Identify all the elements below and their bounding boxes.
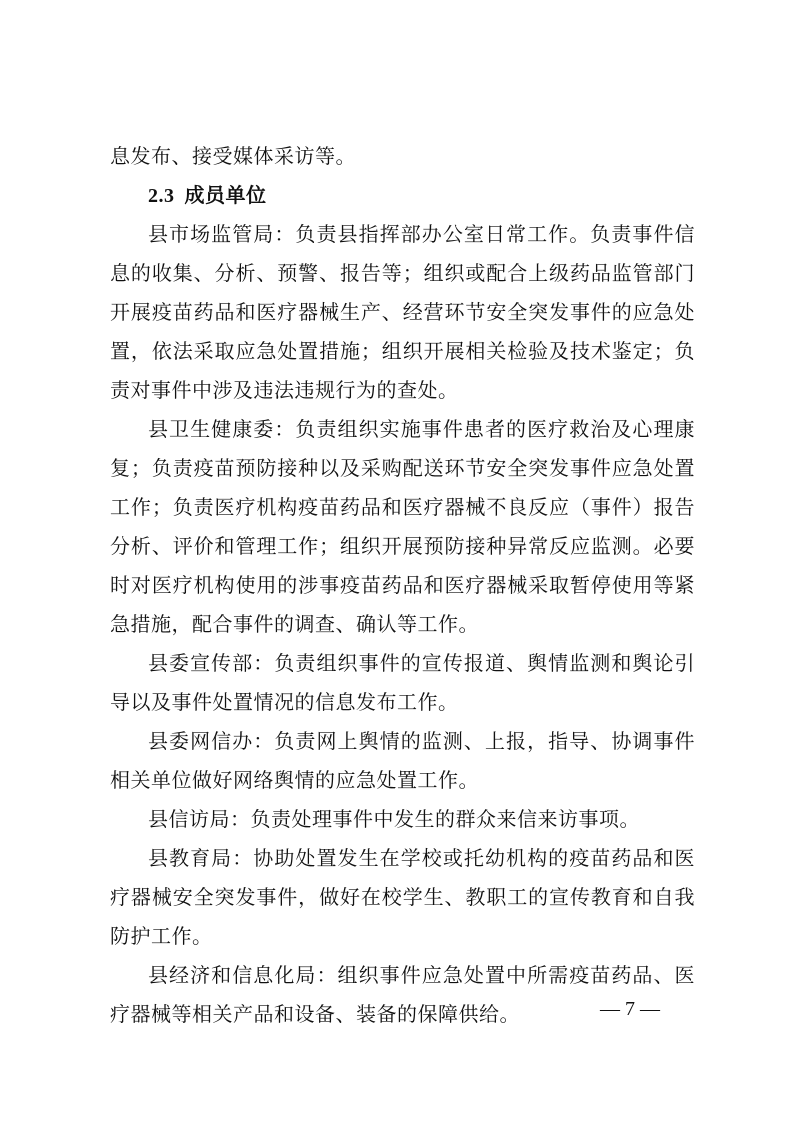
paragraph-line: 县教育局：协助处置发生在学校或托幼机构的疫苗药品和医	[148, 846, 695, 870]
paragraph-line: 县经济和信息化局：组织事件应急处置中所需疫苗药品、医	[148, 963, 695, 987]
paragraph-line: 工作；负责医疗机构疫苗药品和医疗器械不良反应（事件）报告	[110, 495, 695, 519]
paragraph-line: 疗器械等相关产品和设备、装备的保障供给。	[110, 1002, 520, 1026]
section-heading	[148, 177, 695, 213]
paragraph-line: 时对医疗机构使用的涉事疫苗药品和医疗器械采取暂停使用等紧	[110, 573, 695, 597]
paragraph-line: 分析、评价和管理工作；组织开展预防接种异常反应监测。必要	[110, 534, 695, 558]
section-title: 成员单位	[184, 183, 267, 207]
paragraph-line: 疗器械安全突发事件，做好在校学生、教职工的宣传教育和自我	[110, 885, 695, 909]
paragraph-line: 息的收集、分析、预警、报告等；组织或配合上级药品监管部门	[110, 261, 695, 285]
paragraph-line: 开展疫苗药品和医疗器械生产、经营环节安全突发事件的应急处	[110, 300, 695, 324]
paragraph-line: 县市场监管局：负责县指挥部办公室日常工作。负责事件信	[148, 222, 695, 246]
paragraph-line: 县卫生健康委：负责组织实施事件患者的医疗救治及心理康	[148, 417, 695, 441]
paragraph-line: 息发布、接受媒体采访等。	[110, 144, 356, 168]
paragraph-line: 置，依法采取应急处置措施；组织开展相关检验及技术鉴定；负	[110, 339, 695, 363]
paragraph-line: 急措施，配合事件的调查、确认等工作。	[110, 612, 479, 636]
paragraph-line: 县委宣传部：负责组织事件的宣传报道、舆情监测和舆论引	[148, 651, 695, 675]
page-number: — 7 —	[600, 998, 660, 1020]
paragraph-line: 相关单位做好网络舆情的应急处置工作。	[110, 768, 479, 792]
paragraph-line: 县委网信办：负责网上舆情的监测、上报，指导、协调事件	[148, 729, 695, 753]
section-number: 2.3	[148, 185, 175, 207]
paragraph-line: 导以及事件处置情况的信息发布工作。	[110, 690, 459, 714]
paragraph-line: 复；负责疫苗预防接种以及采购配送环节安全突发事件应急处置	[110, 456, 695, 480]
paragraph-line: 防护工作。	[110, 924, 213, 948]
paragraph-line: 责对事件中涉及违法违规行为的查处。	[110, 378, 459, 402]
paragraph-line: 县信访局：负责处理事件中发生的群众来信来访事项。	[148, 807, 640, 831]
